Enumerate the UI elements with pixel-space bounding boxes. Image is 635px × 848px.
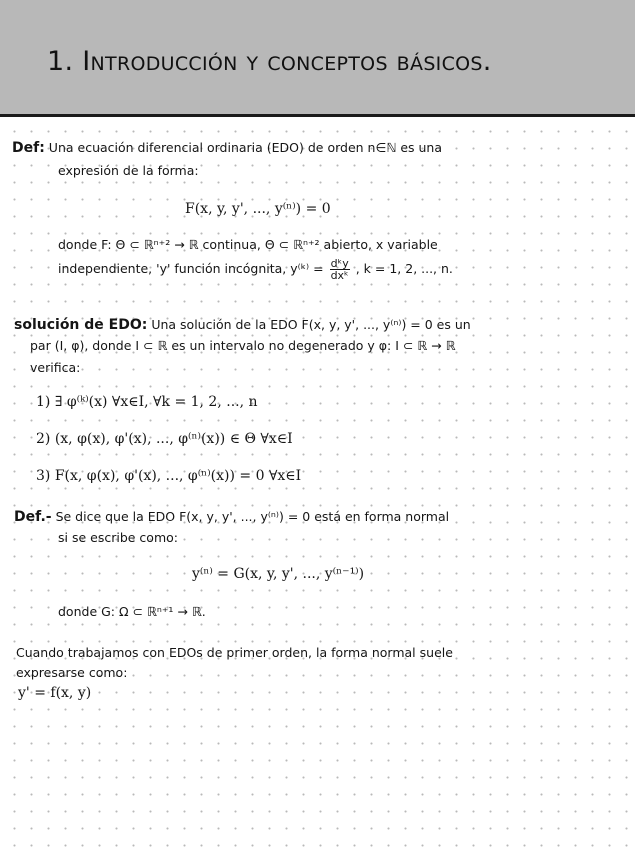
def1-label: Def: xyxy=(12,140,45,156)
def1-line2: expresión de la forma: xyxy=(58,163,199,178)
fraction-denominator: dxᵏ xyxy=(330,269,349,282)
def2-label: Def.- xyxy=(14,509,52,525)
solucion-item-2: 2) (x, φ(x), φ'(x), ..., φ⁽ⁿ⁾(x)) ∈ Θ ∀x∈I xyxy=(36,431,293,447)
def1-line1: Una ecuación diferencial ordinaria (EDO) de orden n∈ℕ es una xyxy=(48,140,443,155)
def1-line1-row xyxy=(12,139,442,157)
closing-equation: y' = f(x, y) xyxy=(18,685,92,701)
solucion-item-1: 1) ∃ φ⁽ᵏ⁾(x) ∀x∈I, ∀k = 1, 2, ..., n xyxy=(36,394,258,410)
solucion-item-3: 3) F(x, φ(x), φ'(x), ..., φ⁽ⁿ⁾(x)) = 0 ∀x∈I xyxy=(36,468,302,484)
solucion-label: solución de EDO: xyxy=(14,317,148,333)
def1-line4-tail: , k = 1, 2, ..., n. xyxy=(355,261,453,276)
def1-line4-row xyxy=(58,258,453,281)
def2-line3: donde G: Ω ⊂ ℝⁿ⁺¹ → ℝ. xyxy=(58,604,206,619)
solucion-line2: par (I, φ), donde I ⊂ ℝ es un intervalo no degenerado y φ: I ⊂ ℝ → ℝ xyxy=(30,338,456,353)
def1-equation: F(x, y, y', ..., y⁽ⁿ⁾) = 0 xyxy=(185,201,331,217)
def2-equation: y⁽ⁿ⁾ = G(x, y, y', ..., y⁽ⁿ⁻¹⁾) xyxy=(192,566,365,582)
solucion-line1: Una solución de la EDO F(x, y, y', ..., y⁽ⁿ⁾) = 0 es un xyxy=(151,317,471,332)
solucion-line1-row xyxy=(14,316,471,334)
def2-line2: si se escribe como: xyxy=(58,530,178,545)
page-title xyxy=(47,44,607,80)
def2-line1: Se dice que la EDO F(x, y, y', ..., y⁽ⁿ⁾) = 0 está en forma normal xyxy=(55,509,450,524)
def1-line3: donde F: Θ ⊂ ℝⁿ⁺² → ℝ continua, Θ ⊂ ℝⁿ⁺² abierto, x variable xyxy=(58,237,438,252)
fraction-numerator: dᵏy xyxy=(330,257,349,270)
closing-line1: Cuando trabajamos con EDOs de primer orden, la forma normal suele xyxy=(16,645,453,660)
def1-line4-text: independiente, 'y' función incógnita, y⁽ᵏ⁾ = xyxy=(58,261,324,276)
derivative-fraction xyxy=(330,258,350,281)
solucion-line3: verifica: xyxy=(30,360,81,375)
chapter-title: Introducción y conceptos básicos. xyxy=(82,46,492,77)
def2-line1-row xyxy=(14,508,449,526)
closing-line2: expresarse como: xyxy=(16,665,128,680)
header-rule xyxy=(0,114,635,117)
chapter-number: 1. xyxy=(47,46,74,77)
